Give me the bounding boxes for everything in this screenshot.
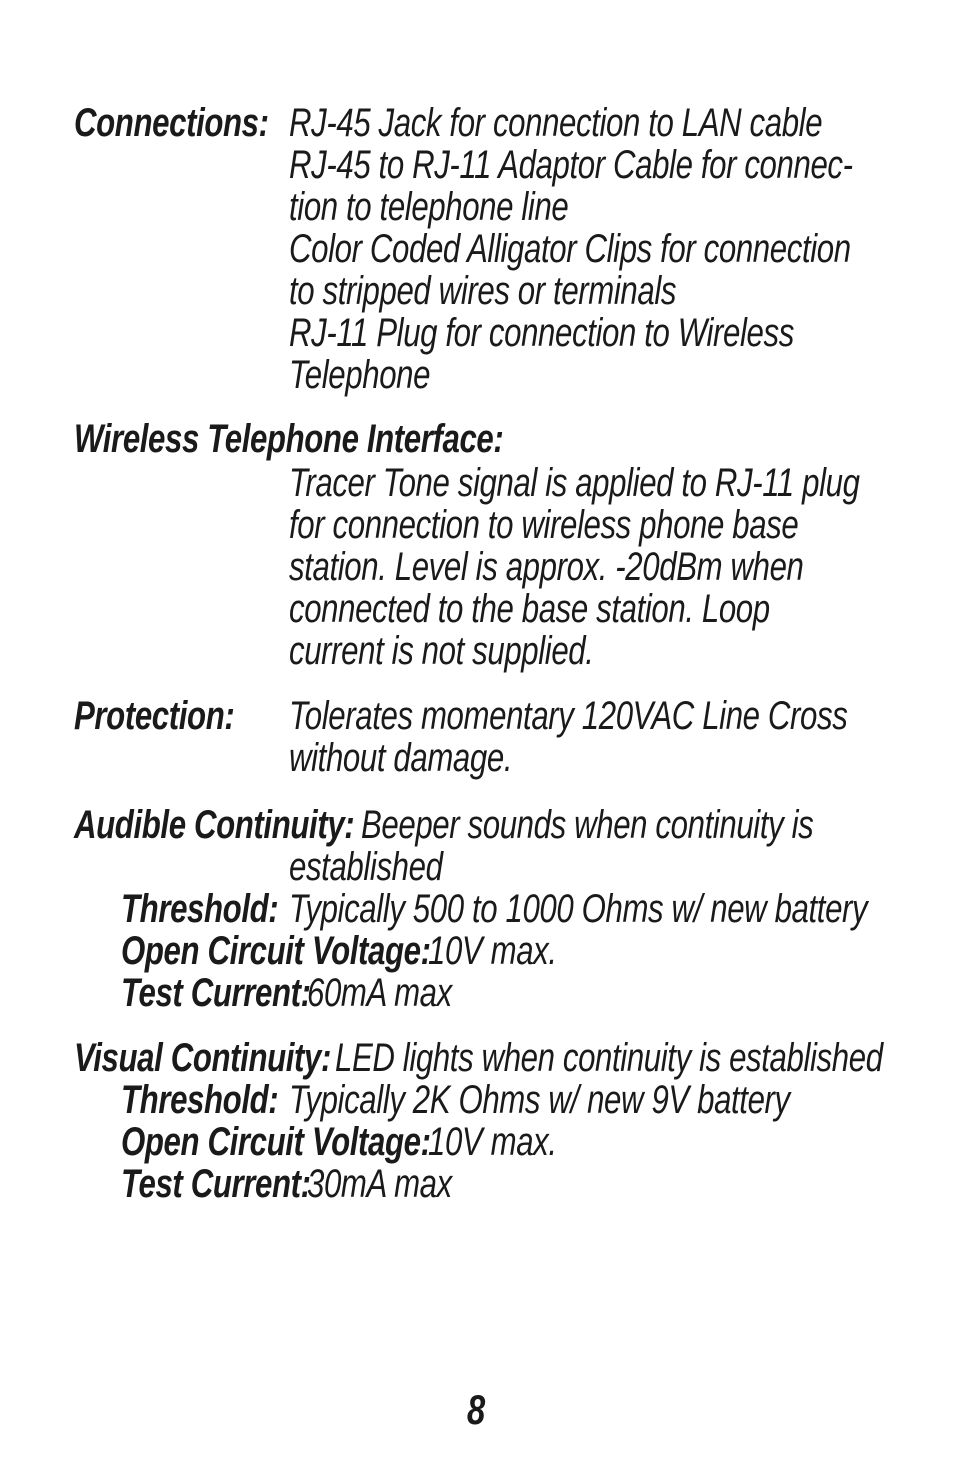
audible-voltage-value: 10V max. xyxy=(428,929,557,973)
audible-current-label: Test Current: xyxy=(121,971,311,1015)
visual-current-label: Test Current: xyxy=(121,1162,311,1206)
audible-continuity-label: Audible Continuity: xyxy=(74,803,355,847)
protection-line: without damage. xyxy=(289,736,513,780)
audible-continuity-text: Beeper sounds when continuity is xyxy=(361,803,814,847)
wireless-interface-label: Wireless Telephone Interface: xyxy=(74,417,504,461)
protection-label: Protection: xyxy=(74,694,235,738)
wireless-line: connected to the base station. Loop xyxy=(289,587,770,631)
connections-line: to stripped wires or terminals xyxy=(289,269,677,313)
audible-voltage-label: Open Circuit Voltage: xyxy=(121,929,431,973)
wireless-line: current is not supplied. xyxy=(289,629,594,673)
page-number: 8 xyxy=(467,1386,486,1433)
connections-line: tion to telephone line xyxy=(289,185,569,229)
connections-line: RJ-45 Jack for connection to LAN cable xyxy=(289,101,823,145)
visual-current-value: 30mA max xyxy=(307,1162,452,1206)
audible-threshold-value: Typically 500 to 1000 Ohms w/ new battery xyxy=(289,887,868,931)
connections-line: Color Coded Alligator Clips for connection xyxy=(289,227,851,271)
wireless-line: station. Level is approx. -20dBm when xyxy=(289,545,804,589)
visual-voltage-value: 10V max. xyxy=(428,1120,557,1164)
visual-threshold-label: Threshold: xyxy=(121,1078,279,1122)
visual-voltage-label: Open Circuit Voltage: xyxy=(121,1120,431,1164)
protection-text xyxy=(289,695,954,779)
connections-line: Telephone xyxy=(289,353,431,397)
audible-current-value: 60mA max xyxy=(307,971,452,1015)
audible-continuity-text-2: established xyxy=(289,845,443,889)
visual-threshold-value: Typically 2K Ohms w/ new 9V battery xyxy=(289,1078,790,1122)
audible-threshold-label: Threshold: xyxy=(121,887,279,931)
connections-line: RJ-45 to RJ-11 Adaptor Cable for connec- xyxy=(289,143,853,187)
wireless-line: for connection to wireless phone base xyxy=(289,503,799,547)
wireless-interface-text xyxy=(289,462,954,672)
wireless-line: Tracer Tone signal is applied to RJ-11 plug xyxy=(289,461,860,505)
protection-line: Tolerates momentary 120VAC Line Cross xyxy=(289,694,848,738)
connections-label: Connections: xyxy=(74,101,269,145)
visual-continuity-label: Visual Continuity: xyxy=(74,1036,332,1080)
connections-text xyxy=(289,102,954,396)
visual-continuity-text: LED lights when continuity is established xyxy=(335,1036,883,1080)
connections-line: RJ-11 Plug for connection to Wireless xyxy=(289,311,794,355)
